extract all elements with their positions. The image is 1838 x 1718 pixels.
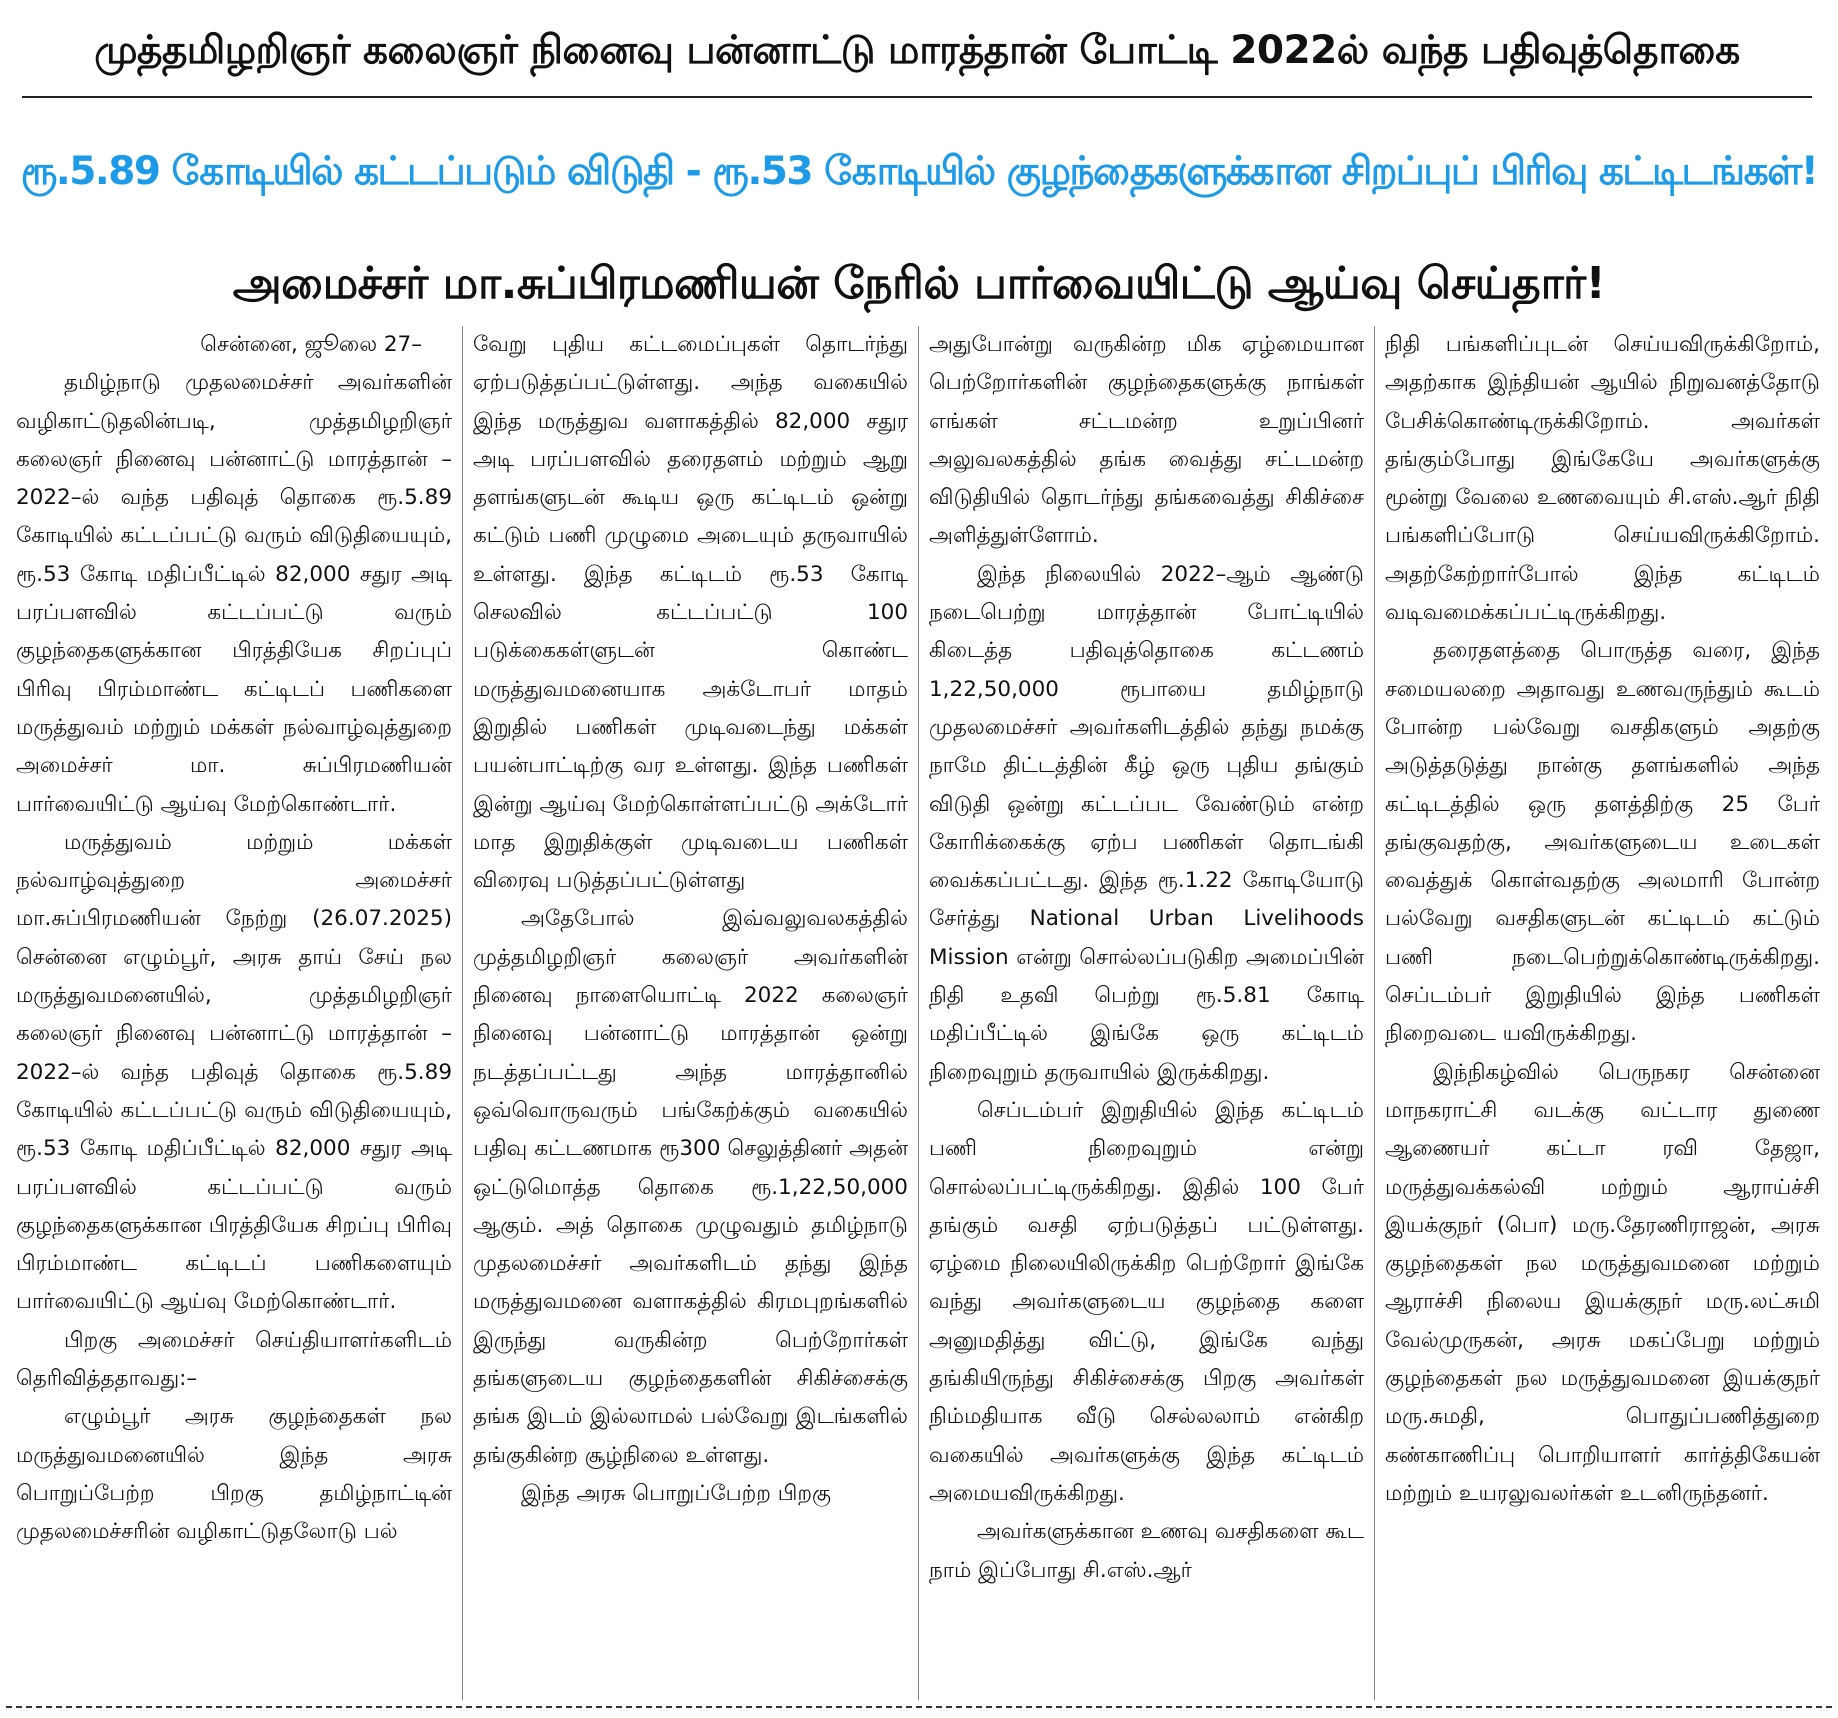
paragraph: எழும்பூர் அரசு குழந்தைகள் நல மருத்துவமனையில் இந்த அரசு பொறுப்பேற்ற பிறகு தமிழ்நாட்டின் முதலமைச்சரின் வழிகாட்டுதலோடு பல் [16,1404,452,1545]
article-columns [6,326,1832,1700]
paragraph: செப்டம்பர் இறுதியில் இந்த கட்டிடம் பணி நிறைவுறும் என்று சொல்லப்பட்டிருக்கிறது. இதில் 100 பேர் தங்கும் வசதி ஏற்படுத்தப் பட்டுள்ளது. ஏழ்மை நிலையிலிருக்கிற பெற்றோர் இங்கே வந்து அவர்களுடைய குழந்தை களை அனுமதித்து விட்டு, இங்கே வந்து தங்கியிருந்து சிகிச்சைக்கு பிறகு அவர்கள் நிம்மதியாக வீடு செல்லலாம் என்கிற வகையில் அவர்களுக்கு இந்த கட்டிடம் அமையவிருக்கிறது. [929,1097,1364,1506]
main-headline: ரூ.5.89 கோடியில் கட்டப்படும் விடுதி - ரூ.53 கோடியில் குழந்தைகளுக்கான சிறப்புப் பிரிவு கட்டிடங்கள்! [20,149,1818,194]
paragraph: அதுபோன்று வருகின்ற மிக ஏழ்மையான பெற்றோர்களின் குழந்தைகளுக்கு நாங்கள் எங்கள் சட்டமன்ற உறுப்பினர் அலுவலகத்தில் தங்க வைத்து சட்டமன்ற விடுதியில் தொடர்ந்து தங்கவைத்து சிகிச்சை அளித்துள்ளோம். [929,332,1364,549]
paragraph: இந்த நிலையில் 2022–ஆம் ஆண்டு நடைபெற்று மாரத்தான் போட்டியில் கிடைத்த பதிவுத்தொகை கட்டணம் 1,22,50,000 ரூபாயை தமிழ்நாடு முதலமைச்சர் அவர்களிடத்தில் தந்து நமக்கு நாமே திட்டத்தின் கீழ் ஒரு புதிய தங்கும் விடுதி ஒன்று கட்டப்பட வேண்டும் என்ற கோரிக்கைக்கு ஏற்ப பணிகள் தொடங்கி வைக்கப்பட்டது. இந்த ரூ.1.22 கோடியோடு சேர்த்து National Urban Livelihoods Mission என்று சொல்லப்படுகிற அமைப்பின் நிதி உதவி பெற்று ரூ.5.81 கோடி மதிப்பீட்டில் இங்கே ஒரு கட்டிடம் நிறைவுறும் தருவாயில் இருக்கிறது. [929,561,1364,1085]
paragraph: பிறகு அமைச்சர் செய்தியாளர்களிடம் தெரிவித்ததாவது:– [16,1327,452,1392]
kicker-headline: முத்தமிழறிஞர் கலைஞர் நினைவு பன்னாட்டு மாரத்தான் போட்டி 2022ல் வந்த பதிவுத்தொகை [94,28,1740,73]
paragraph: இந்த அரசு பொறுப்பேற்ற பிறகு [521,1480,831,1506]
paragraph: நிதி பங்களிப்புடன் செய்யவிருக்கிறோம், அதற்காக இந்தியன் ஆயில் நிறுவனத்தோடு பேசிக்கொண்டிருக்கிறோம். அவர்கள் தங்கும்போது இங்கேயே அவர்களுக்கு மூன்று வேலை உணவையும் சி.எஸ்.ஆர் நிதி பங்களிப்போடு செய்யவிருக்கிறோம். அதற்கேற்றார்போல் இந்த கட்டிடம் வடிவமைக்கப்பட்டிருக்கிறது. [1385,332,1820,626]
top-rule [22,96,1812,98]
column-2 [462,326,918,1700]
paragraph: அவர்களுக்கான உணவு வசதிகளை கூட நாம் இப்போது சி.எஸ்.ஆர் [929,1519,1364,1583]
dateline: சென்னை, ஜூலை 27– [200,332,422,357]
column-4 [1374,326,1830,1700]
column-1 [6,326,462,1700]
paragraph: மருத்துவம் மற்றும் மக்கள் நல்வாழ்வுத்துறை அமைச்சர் மா.சுப்பிரமணியன் நேற்று (26.07.2025) சென்னை எழும்பூர், அரசு தாய் சேய் நல மருத்துவமனையில், முத்தமிழறிஞர் கலைஞர் நினைவு பன்னாட்டு மாரத்தான் – 2022–ல் வந்த பதிவுத் தொகை ரூ.5.89 கோடியில் கட்டப்பட்டு வரும் விடுதியையும், ரூ.53 கோடி மதிப்பீட்டில் 82,000 சதுர அடி பரப்பளவில் கட்டப்பட்டு வரும் குழந்தைகளுக்கான பிரத்தியேக சிறப்பு பிரிவு பிரம்மாண்ட கட்டிடப் பணிகளையும் பார்வையிட்டு ஆய்வு மேற்கொண்டார். [16,829,452,1315]
paragraph: தமிழ்நாடு முதலமைச்சர் அவர்களின் வழிகாட்டுதலின்படி, முத்தமிழறிஞர் கலைஞர் நினைவு பன்னாட்டு மாரத்தான் – 2022–ல் வந்த பதிவுத் தொகை ரூ.5.89 கோடியில் கட்டப்பட்டு வரும் விடுதியையும், ரூ.53 கோடி மதிப்பீட்டில் 82,000 சதுர அடி பரப்பளவில் கட்டப்பட்டு வரும் குழந்தைகளுக்கான பிரத்தியேக சிறப்புப் பிரிவு பிரம்மாண்ட கட்டிடப் பணிகளை மருத்துவம் மற்றும் மக்கள் நல்வாழ்வுத்துறை அமைச்சர் மா. சுப்பிரமணியன் பார்வையிட்டு ஆய்வு மேற்கொண்டார். [16,370,452,817]
paragraph: இந்நிகழ்வில் பெருநகர சென்னை மாநகராட்சி வடக்கு வட்டார துணை ஆணையர் கட்டா ரவி தேஜா, மருத்துவக்கல்வி மற்றும் ஆராய்ச்சி இயக்குநர் (பொ) மரு.தேரணிராஜன், அரசு குழந்தைகள் நல மருத்துவமனை மற்றும் ஆராச்சி நிலைய இயக்குநர் மரு.லட்சுமி வேல்முருகன், அரசு மகப்பேறு மற்றும் குழந்தைகள் நல மருத்துவமனை இயக்குநர் மரு.சுமதி, பொதுப்பணித்துறை கண்காணிப்பு பொறியாளர் கார்த்திகேயன் மற்றும் உயரலுவலர்கள் உடனிருந்தனர். [1385,1059,1820,1506]
paragraph: அதேபோல் இவ்வலுவலகத்தில் முத்தமிழறிஞர் கலைஞர் அவர்களின் நினைவு நாளையொட்டி 2022 கலைஞர் நினைவு பன்னாட்டு மாரத்தான் ஒன்று நடத்தப்பட்டது அந்த மாரத்தானில் ஒவ்வொருவரும் பங்கேற்க்கும் வகையில் பதிவு கட்டணமாக ரூ300 செலுத்தினர் அதன் ஒட்டுமொத்த தொகை ரூ.1,22,50,000 ஆகும். அத் தொகை முழுவதும் தமிழ்நாடு முதலமைச்சர் அவர்களிடம் தந்து இந்த மருத்துவமனை வளாகத்தில் கிரமபுறங்களில் இருந்து வருகின்ற பெற்றோர்கள் தங்களுடைய குழந்தைகளின் சிகிச்சைக்கு தங்க இடம் இல்லாமல் பல்வேறு இடங்களில் தங்குகின்ற சூழ்நிலை உள்ளது. [473,906,908,1468]
bottom-dashed-rule [6,1706,1832,1708]
paragraph: வேறு புதிய கட்டமைப்புகள் தொடர்ந்து ஏற்படுத்தப்பட்டுள்ளது. அந்த வகையில் இந்த மருத்துவ வளாகத்தில் 82,000 சதுர அடி பரப்பளவில் தரைதளம் மற்றும் ஆறு தளங்களுடன் கூடிய ஒரு கட்டிடம் ஒன்று கட்டும் பணி முழுமை அடையும் தருவாயில் உள்ளது. இந்த கட்டிடம் ரூ.53 கோடி செலவில் கட்டப்பட்டு 100 படுக்கைகள்ளுடன் கொண்ட மருத்துவமனையாக அக்டோபர் மாதம் இறுதில் பணிகள் முடிவடைந்து மக்கள் பயன்பாட்டிற்கு வர உள்ளது. இந்த பணிகள் இன்று ஆய்வு மேற்கொள்ளப்பட்டு அக்டோர் மாத இறுதிக்குள் முடிவடைய பணிகள் விரைவு படுத்தப்பட்டுள்ளது [473,332,908,894]
paragraph: தரைதளத்தை பொருத்த வரை, இந்த சமையலறை அதாவது உணவருந்தும் கூடம் போன்ற பல்வேறு வசதிகளும் அதற்கு அடுத்தடுத்து நான்கு தளங்களில் அந்த கட்டிடத்தில் ஒரு தளத்திற்கு 25 பேர் தங்குவதற்கு, அவர்களுடைய உடைகள் வைத்துக் கொள்வதற்கு அலமாரி போன்ற பல்வேறு வசதிகளுடன் கட்டிடம் கட்டும் பணி நடைபெற்றுக்கொண்டிருக்கிறது. செப்டம்பர் இறுதியில் இந்த பணிகள் நிறைவடை யவிருக்கிறது. [1385,638,1820,1047]
column-3 [918,326,1374,1700]
sub-headline: அமைச்சர் மா.சுப்பிரமணியன் நேரில் பார்வையிட்டு ஆய்வு செய்தார்! [232,258,1606,309]
